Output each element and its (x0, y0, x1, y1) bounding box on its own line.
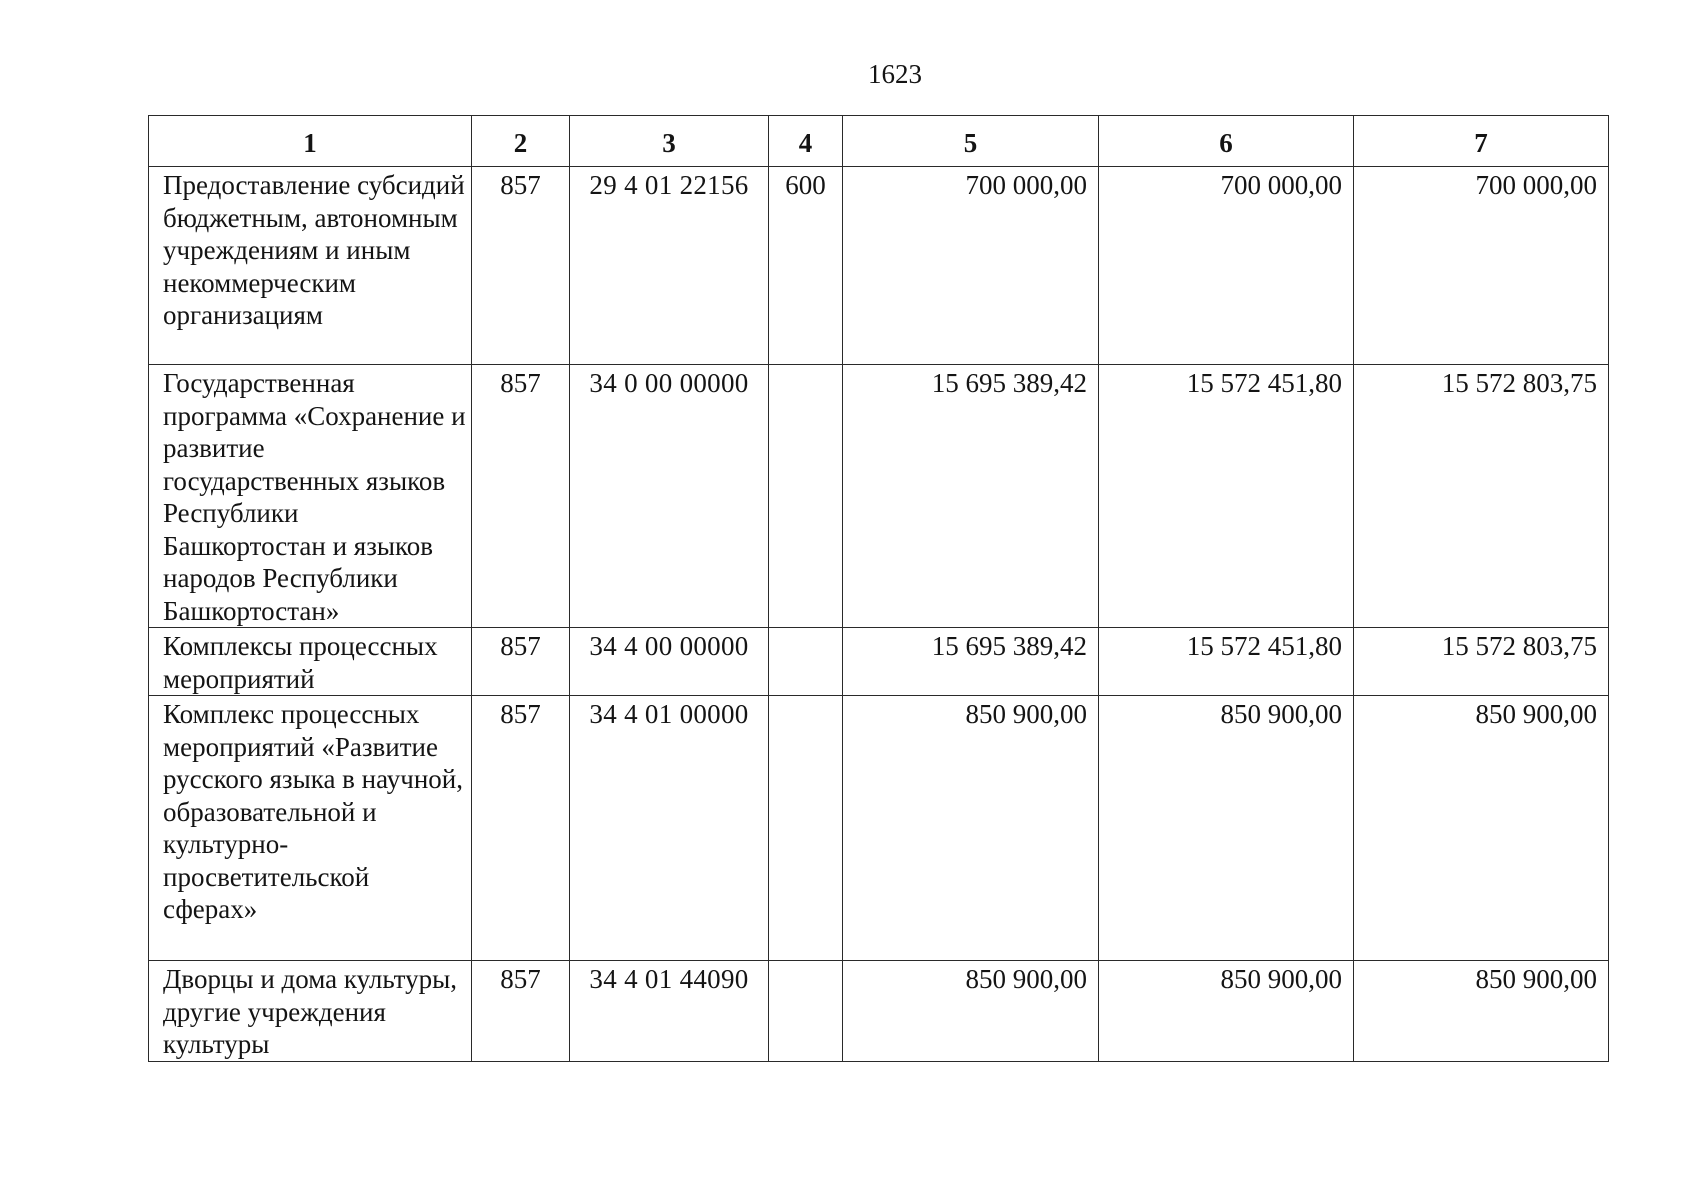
amount-col6-cell: 15 572 451,80 (1099, 628, 1354, 696)
amount-col7-cell: 700 000,00 (1354, 167, 1609, 365)
expense-type-cell (769, 365, 843, 628)
amount-col5-cell: 700 000,00 (843, 167, 1099, 365)
expense-name-cell: Дворцы и дома культуры, другие учреждения культуры (149, 961, 472, 1062)
column-header: 5 (843, 116, 1099, 167)
amount-col5-cell: 15 695 389,42 (843, 365, 1099, 628)
target-article-cell: 34 0 00 00000 (570, 365, 769, 628)
table-header-row (149, 116, 1609, 167)
column-header: 3 (570, 116, 769, 167)
amount-col5-cell: 850 900,00 (843, 961, 1099, 1062)
table-row (149, 961, 1609, 1062)
grbs-code-cell: 857 (472, 628, 570, 696)
amount-col6-cell: 850 900,00 (1099, 696, 1354, 961)
amount-col7-cell: 15 572 803,75 (1354, 365, 1609, 628)
column-header: 6 (1099, 116, 1354, 167)
target-article-cell: 29 4 01 22156 (570, 167, 769, 365)
expense-name-cell: Комплексы процессных мероприятий (149, 628, 472, 696)
amount-col5-cell: 850 900,00 (843, 696, 1099, 961)
grbs-code-cell: 857 (472, 365, 570, 628)
column-header: 1 (149, 116, 472, 167)
target-article-cell: 34 4 00 00000 (570, 628, 769, 696)
column-header: 4 (769, 116, 843, 167)
column-header: 2 (472, 116, 570, 167)
amount-col7-cell: 850 900,00 (1354, 696, 1609, 961)
expense-type-cell (769, 696, 843, 961)
expense-name-cell: Комплекс процессных мероприятий «Развитие русского языка в научной, образовательной и культурно-просветительской сферах» (149, 696, 472, 961)
table-row (149, 696, 1609, 961)
table-row (149, 628, 1609, 696)
amount-col6-cell: 700 000,00 (1099, 167, 1354, 365)
expense-type-cell: 600 (769, 167, 843, 365)
amount-col6-cell: 850 900,00 (1099, 961, 1354, 1062)
amount-col5-cell: 15 695 389,42 (843, 628, 1099, 696)
amount-col7-cell: 850 900,00 (1354, 961, 1609, 1062)
table-row (149, 167, 1609, 365)
amount-col6-cell: 15 572 451,80 (1099, 365, 1354, 628)
target-article-cell: 34 4 01 00000 (570, 696, 769, 961)
budget-table (148, 115, 1609, 1062)
expense-name-cell: Предоставление субсидий бюджетным, автономным учреждениям и иным некоммерческим организациям (149, 167, 472, 365)
target-article-cell: 34 4 01 44090 (570, 961, 769, 1062)
expense-name-cell: Государственная программа «Сохранение и развитие государственных языков Республики Башкортостан и языков народов Республики Башкортостан» (149, 365, 472, 628)
expense-type-cell (769, 961, 843, 1062)
amount-col7-cell: 15 572 803,75 (1354, 628, 1609, 696)
grbs-code-cell: 857 (472, 696, 570, 961)
expense-type-cell (769, 628, 843, 696)
column-header: 7 (1354, 116, 1609, 167)
grbs-code-cell: 857 (472, 167, 570, 365)
page-number: 1623 (868, 59, 922, 89)
table-row (149, 365, 1609, 628)
grbs-code-cell: 857 (472, 961, 570, 1062)
